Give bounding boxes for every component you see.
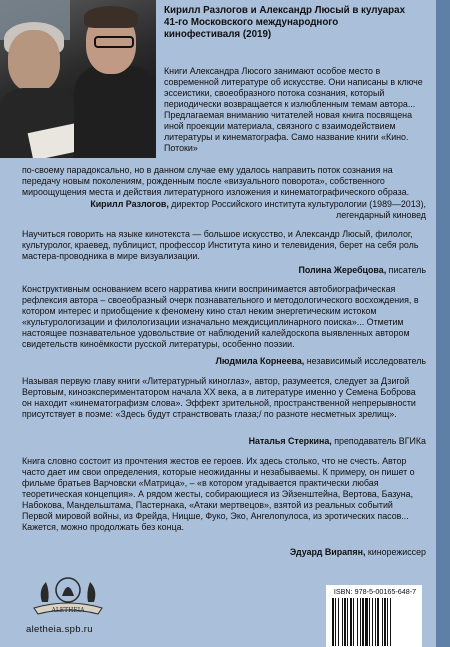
signature-role: директор Российского института культурологии (1989—2013), [168,199,426,209]
signature-name: Наталья Стеркина, [248,436,332,446]
barcode-bar [387,598,388,646]
signature-zherebtsova [22,265,426,276]
signature-name: Эдуард Вирапян, [289,547,366,557]
barcode-bar [338,598,339,646]
barcode-bar [350,598,352,646]
barcode-bar [365,598,368,646]
quote-sterkina: Называя первую главу книги «Литературный киноглаз», автор, разумеется, следует за Дзигой Вертовым, киноэкспериментатором начала XX века, а в литературе именно у Семена Боброва он находит «кинематографизм слова». Эффект зрительной, пространственной непрерывности присутствует в поэме: «Здесь будут странствовать глаза;/ по разноте несметных зрелищ». [22,376,416,419]
barcode [326,585,422,647]
signature-role: независимый исследователь [304,356,426,366]
signature-razlogov [22,199,426,221]
signature-role-2: легендарный киновед [336,210,426,220]
barcode-bar [390,598,391,646]
signature-role: кинорежиссер [365,547,426,557]
signature-virapyan [22,547,426,558]
intro-text-continued: по-своему парадоксально, но в данном случае ему удалось направить поток сознания на передачу новым поколениям, рожденным после «визуального поворота», собственного мироощущения места и действия литературного изложения и кинематографического образа. [22,165,410,197]
intro-text: Книги Александра Люсого занимают особое место в современной литературе об искусстве. Они написаны в ключе эссеистики, своеобразного потока сознания, который периодически возвращается к излюбленным темам автора... Предлагаемая вниманию читателей новая книга посвящена иной проекции материала, связного с взаимодействием литературы и кинематографа. Само название книги «Кино. Потоки» [164,66,423,153]
signature-sterkina [22,436,426,447]
photo-caption: Кирилл Разлогов и Александр Люсый в кулуарах 41-го Московского международного кинофестиваля (2019) [164,5,406,41]
barcode-bar [375,598,376,646]
quote-virapyan: Книга словно состоит из прочтения жестов ее героев. Их здесь столько, что не счесть. Автор часто дает им свои определения, которые неожиданны и незабываемы. К примеру, он пишет о фильме братьев Варчовски «Матрица», – «в котором угадывается практически любая теоретическая концепция». А рядом жесты, собирающиеся из Эйзенштейна, Вертова, Базуна, Набокова, Мандельштама, Пастернака, «Атаки мертвецов», взятой из реальных событий Первой мировой войны, из Фрейда, Ницше, Фуко, Эко, Ангелопулоса, из эротических пасов... Кажется, можно продолжать без конца. [22,456,415,532]
signature-korneeva [22,356,426,367]
barcode-bar [347,598,348,646]
isbn-text: ISBN: 978-5-00165-648-7 [333,587,417,596]
barcode-bar [382,598,383,646]
signature-name: Полина Жеребцова, [298,265,387,275]
publisher-logo-icon [24,568,112,620]
logo-text: ALETHEIA [51,607,85,614]
signature-role: преподаватель ВГИКа [331,436,426,446]
quote-zherebtsova: Научиться говорить на языке кинотекста — большое искусство, и Александр Люсый, филолог, культуролог, краевед, публицист, профессор Института кино и телевидения, берет на себя роль мастера-проводника в мире визуализации. [22,229,419,261]
signature-name: Людмила Корнеева, [215,356,305,366]
signature-name: Кирилл Разлогов, [90,199,169,209]
publisher-website[interactable]: aletheia.spb.ru [26,624,93,635]
barcode-bar [360,598,361,646]
barcode-bar [369,598,370,646]
barcode-bar [372,598,373,646]
signature-role: писатель [386,265,426,275]
spine-stripe [436,0,450,647]
barcode-bar [357,598,358,646]
barcode-bar [362,598,364,646]
barcode-bar [384,598,386,646]
barcode-bar [332,598,334,646]
barcode-bar [344,598,346,646]
barcode-bars [332,598,416,646]
author-photo [0,0,156,158]
barcode-bar [335,598,336,646]
barcode-bar [342,598,343,646]
barcode-bar [377,598,379,646]
quote-korneeva: Конструктивным основанием всего нарративa книги воспринимается автобиографическая рефлексия автора – своеобразный очерк познавательного и методологического восхождения, в котором интерес и приобщение к феномену кино стал неким энергетическим истоком «культурологизации и филологизации изначально междисциплинарного поиска»... Отметим настоящее познавательное удовольствие от наблюдений калейдоскопа выявленных автором свидетельств киноёмкости русской литературы, особенно поэзии. [22,284,419,349]
barcode-bar [353,598,354,646]
